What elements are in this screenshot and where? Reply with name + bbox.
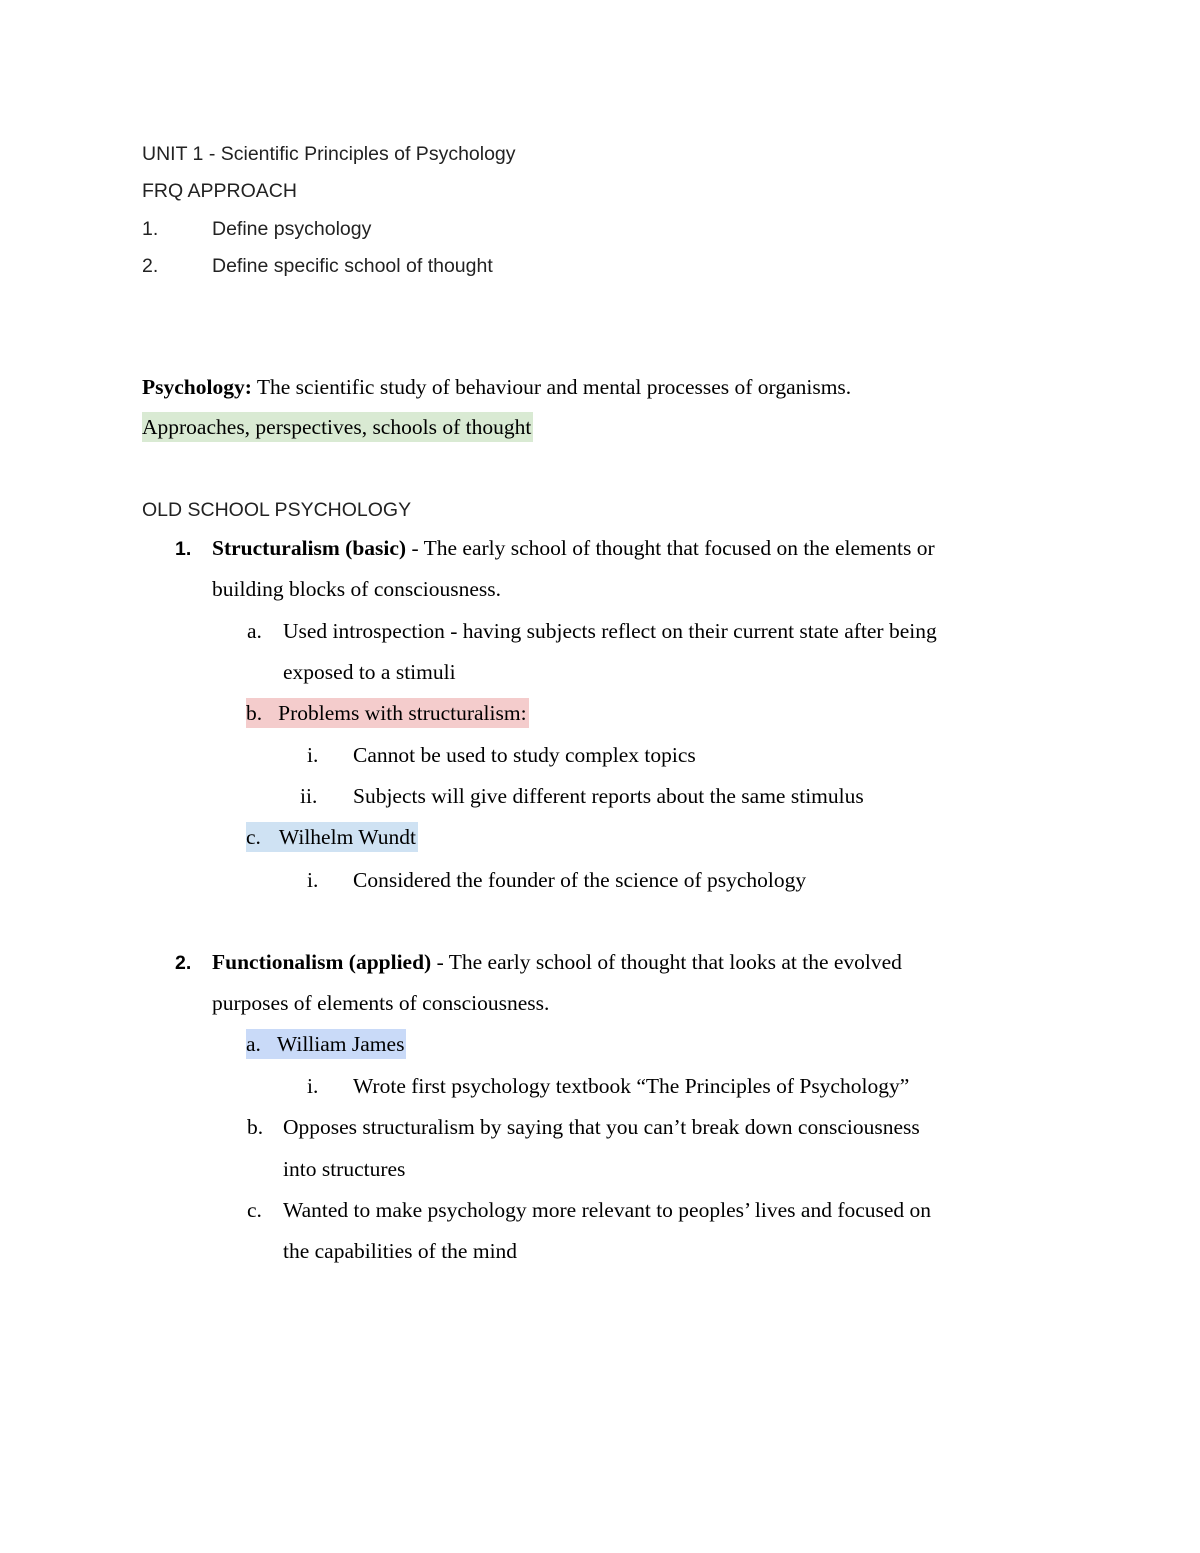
list-marker: b. (246, 701, 263, 725)
list-item-text-continued: the capabilities of the mind (283, 1239, 518, 1263)
sub-marker: i. (307, 1074, 319, 1098)
list-item-text-continued: exposed to a stimuli (283, 660, 456, 684)
unit-title: UNIT 1 - Scientific Principles of Psychology (142, 143, 516, 165)
section-desc-text: - The early school of thought that focused on the elements or (406, 536, 935, 560)
functionalism-desc (212, 950, 902, 975)
definition-term: Psychology: (142, 375, 252, 399)
list-item-text: William James (276, 1032, 405, 1056)
list-item-text: Problems with structuralism: (278, 701, 527, 725)
problems-item (246, 701, 529, 726)
james-highlight (246, 1029, 406, 1059)
list-marker: c. (246, 825, 261, 849)
list-marker: a. (246, 1032, 261, 1056)
list-item-text: Opposes structuralism by saying that you can’t break down consciousness (283, 1115, 920, 1139)
section-number: 2. (175, 952, 192, 974)
list-marker: b. (247, 1115, 264, 1139)
list-item-text-continued: into structures (283, 1157, 406, 1181)
list-item-text: Wanted to make psychology more relevant to peoples’ lives and focused on (283, 1198, 932, 1222)
sub-item-text: Wrote first psychology textbook “The Principles of Psychology” (353, 1074, 910, 1098)
wundt-item (246, 825, 418, 850)
functionalism-title: Functionalism (applied) (212, 950, 432, 974)
psychology-definition (142, 375, 851, 400)
frq-heading: FRQ APPROACH (142, 180, 297, 202)
section-number: 1. (175, 538, 192, 560)
wundt-highlight (246, 822, 418, 852)
sub-item-text: Considered the founder of the science of psychology (353, 868, 807, 892)
problems-highlight (246, 698, 529, 728)
list-marker: a. (247, 619, 262, 643)
frq-item-number: 2. (142, 255, 159, 277)
definition-text: The scientific study of behaviour and mental processes of organisms. (251, 375, 852, 399)
approaches-highlight: Approaches, perspectives, schools of thought (142, 412, 533, 442)
frq-item-text: Define specific school of thought (212, 255, 493, 277)
section-desc-continued: building blocks of consciousness. (212, 577, 502, 601)
sub-marker: ii. (300, 784, 318, 808)
structuralism-title: Structuralism (basic) (212, 536, 407, 560)
approaches-line (142, 415, 533, 440)
section-desc-continued: purposes of elements of consciousness. (212, 991, 550, 1015)
sub-marker: i. (307, 868, 319, 892)
frq-item-text: Define psychology (212, 218, 372, 240)
sub-item-text: Cannot be used to study complex topics (353, 743, 696, 767)
sub-item-text: Subjects will give different reports about the same stimulus (353, 784, 864, 808)
old-school-heading: OLD SCHOOL PSYCHOLOGY (142, 499, 412, 521)
list-item-text: Used introspection - having subjects reflect on their current state after being (283, 619, 937, 643)
list-item-text: Wilhelm Wundt (278, 825, 416, 849)
section-desc-text: - The early school of thought that looks at the evolved (431, 950, 902, 974)
sub-marker: i. (307, 743, 319, 767)
structuralism-desc (212, 536, 935, 561)
frq-item-number: 1. (142, 218, 159, 240)
james-item (246, 1032, 406, 1057)
list-marker: c. (247, 1198, 262, 1222)
